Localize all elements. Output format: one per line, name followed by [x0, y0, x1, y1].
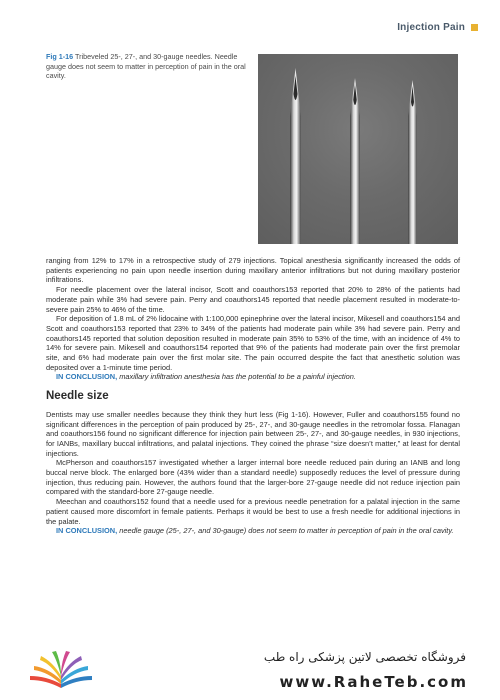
figure-label: Fig 1-16 — [46, 52, 74, 61]
needle-25-gauge — [290, 68, 301, 244]
paragraph: For needle placement over the lateral incisor, Scott and coauthors153 reported that 20% to 28% of the patients had moderate pain while 3% had severe pain. Perry and coauthors145 reported that needle placement resulted in moderate-to-severe pain 25% to 46% of the time. — [46, 285, 460, 314]
section-heading: Needle size — [46, 390, 109, 403]
needles-photo — [258, 54, 458, 244]
conclusion-paragraph — [46, 526, 460, 536]
figure-caption — [46, 52, 246, 81]
figure-caption-text: Tribeveled 25-, 27-, and 30-gauge needles. Needle gauge does not seem to matter in perception of pain in the oral cavity. — [46, 52, 246, 81]
running-header — [397, 22, 478, 33]
conclusion-paragraph — [46, 372, 460, 382]
book-logo-icon — [26, 650, 96, 697]
paragraph: Dentists may use smaller needles because they think they hurt less (Fig 1-16). However, Fuller and coauthors155 found no significant differences in the perception of pain produced by 25-, 27-, and 30-gauge needles in the retromolar fossa. Flanagan and coauthors156 found no significant difference for injection pain between 25-, 27-, and 30-gauge needles, in 930 injections, for IANBs, maxillary buccal infiltrations, and palatal injections. They coined the phrase “size doesn’t matter,” at least for dental injections. — [46, 409, 460, 458]
store-url: www.RaheTeb.com — [279, 673, 468, 691]
body-text — [46, 256, 460, 536]
needle-30-gauge — [408, 80, 417, 244]
needles-illustration — [258, 54, 458, 244]
paragraph: McPherson and coauthors157 investigated whether a larger internal bore needle reduced pain during an IANB and long buccal nerve block. The enlarged bore (43% wider than a standard needle) supposedly reduces the level of pressure during injection, thus reducing pain. However, the authors found that the larger-bore 27-gauge needle did not reduce injection pain compared with the standard-bore 27-gauge needle. — [46, 458, 460, 497]
paragraph: Meechan and coauthors152 found that a needle used for a previous needle penetration for a palatal injection in the same patient caused more discomfort in female patients. Perhaps it would be best to use a fresh needle for additional injections in the palate. — [46, 497, 460, 526]
needle-27-gauge — [350, 78, 360, 244]
conclusion-text: needle gauge (25-, 27-, and 30-gauge) does not seem to matter in perception of pain in the oral cavity. — [117, 526, 454, 536]
paragraph: For deposition of 1.8 mL of 2% lidocaine with 1:100,000 epinephrine over the lateral incisor, Mikesell and coauthors154 and Scott and coauthors153 reported that 23% to 34% of the patients had moderate pain while 3% had severe pain. Perry and coauthors145 reported that solution deposition resulted in moderate pain 35% to 53% of the time, with an incidence of 4% to 14% for severe pain. Mikesell and coauthors154 reported that 9% of the patients had moderate pain over the first premolar site, and 6% had moderate pain over the first molar site. The pain occurred despite the fact that anesthetic solution was deposited over a 1-minute time period. — [46, 314, 460, 372]
conclusion-label: IN CONCLUSION, — [56, 372, 118, 382]
conclusion-label: IN CONCLUSION, — [56, 526, 118, 536]
running-header-title: Injection Pain — [397, 22, 465, 33]
paragraph: ranging from 12% to 17% in a retrospective study of 279 injections. Topical anesthesia significantly increased the odds of patients experiencing no pain upon needle insertion during maxillary anterior infiltrations but not during maxillary posterior infiltrations. — [46, 256, 460, 285]
conclusion-text: maxillary infiltration anesthesia has the potential to be a painful injection. — [117, 372, 356, 382]
header-square-icon — [471, 24, 478, 31]
store-name: فروشگاه تخصصی لاتین پزشکی راه طب — [263, 650, 466, 664]
store-banner — [0, 640, 500, 700]
